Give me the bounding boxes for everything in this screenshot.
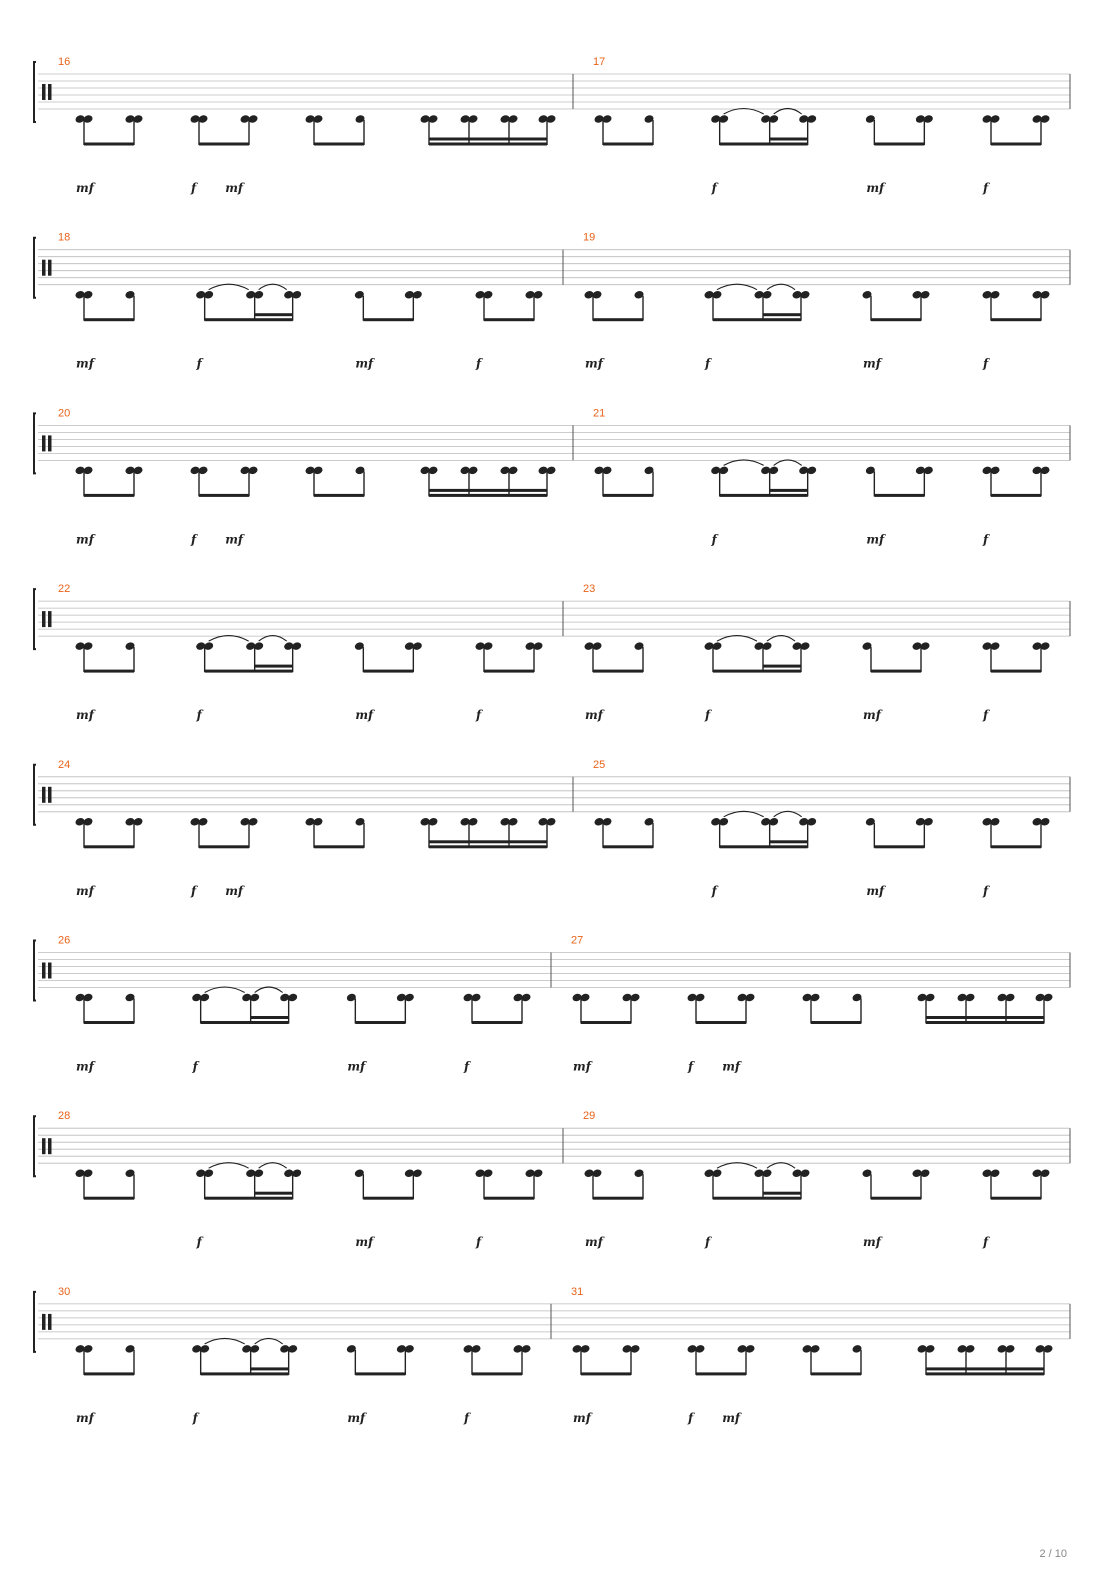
note-group — [801, 1344, 862, 1375]
note-group — [981, 290, 1050, 321]
beam — [314, 143, 364, 146]
note-group — [304, 114, 365, 145]
note-group — [571, 993, 640, 1024]
dynamic-marking: mf — [866, 883, 885, 898]
note-group — [981, 114, 1050, 145]
note-group — [865, 817, 934, 848]
measure — [593, 56, 1051, 195]
dynamic-marking: f — [983, 181, 989, 195]
beam — [991, 494, 1041, 497]
beam — [581, 1021, 631, 1024]
dynamic-marking: mf — [585, 1235, 603, 1250]
dynamic-marking: f — [476, 356, 482, 371]
dynamic-marking: mf — [347, 1410, 366, 1425]
beam-sixteenth — [770, 138, 808, 141]
note-group — [801, 993, 862, 1024]
note-group — [354, 641, 423, 672]
measure-number: 28 — [58, 1110, 71, 1123]
beam-sixteenth — [770, 489, 808, 492]
beam-sixteenth — [926, 1016, 1044, 1019]
measure-number: 20 — [58, 407, 71, 420]
note-group — [686, 1344, 755, 1375]
beam — [991, 143, 1041, 146]
measure-number: 21 — [593, 407, 606, 420]
dynamic-marking: f — [983, 356, 989, 371]
measure-number: 31 — [571, 1285, 584, 1298]
dynamic-marking: f — [191, 883, 197, 898]
beam — [593, 1197, 643, 1200]
measure — [58, 935, 532, 1074]
beam — [363, 670, 413, 673]
beam — [720, 143, 808, 146]
note-group — [861, 641, 930, 672]
beam-sixteenth — [255, 665, 293, 668]
measure-number: 23 — [583, 583, 596, 596]
beam — [713, 1197, 801, 1200]
dynamic-marking: f — [192, 1059, 198, 1074]
dynamic-marking: f — [705, 356, 711, 371]
beam-sixteenth — [926, 1367, 1044, 1370]
beam — [696, 1372, 746, 1375]
note-group — [703, 1163, 810, 1200]
staff-system — [34, 935, 1070, 1074]
beam — [205, 1197, 293, 1200]
dynamic-marking: f — [196, 708, 202, 723]
beam — [991, 1197, 1041, 1200]
note-group — [74, 290, 135, 321]
note-group — [583, 1168, 644, 1199]
dynamic-marking: f — [196, 356, 202, 371]
note-group — [916, 1344, 1053, 1375]
dynamic-marking: mf — [355, 1235, 374, 1250]
note-group — [583, 641, 644, 672]
beam — [581, 1372, 631, 1375]
note-group — [703, 636, 810, 673]
beam-sixteenth — [763, 1192, 801, 1195]
percussion-clef — [42, 435, 46, 451]
dynamic-marking: mf — [722, 1059, 741, 1074]
measure — [58, 1110, 544, 1249]
dynamic-marking: mf — [585, 708, 603, 723]
beam — [603, 845, 653, 848]
beam — [84, 845, 134, 848]
measure — [583, 583, 1051, 722]
beam — [199, 143, 249, 146]
beam — [593, 318, 643, 321]
beam — [593, 670, 643, 673]
measure — [571, 935, 1054, 1074]
note-group — [346, 1344, 415, 1375]
system-bracket — [34, 941, 36, 1001]
beam — [871, 318, 921, 321]
beam-sixteenth — [429, 840, 547, 843]
percussion-clef — [48, 260, 52, 276]
note-group — [74, 1344, 135, 1375]
note-group — [686, 993, 755, 1024]
dynamic-marking: mf — [76, 1059, 94, 1074]
measure — [571, 1286, 1054, 1425]
beam — [603, 494, 653, 497]
note-group — [981, 641, 1050, 672]
beam — [713, 670, 801, 673]
beam — [991, 670, 1041, 673]
beam — [720, 494, 808, 497]
note-group — [74, 1168, 135, 1199]
staff-system — [34, 1110, 1070, 1249]
dynamic-marking: mf — [585, 356, 603, 371]
note-group — [462, 1344, 531, 1375]
dynamic-marking: mf — [573, 1059, 591, 1074]
measure-number: 17 — [593, 56, 606, 68]
note-group — [981, 817, 1050, 848]
beam — [484, 670, 534, 673]
beam — [84, 1021, 134, 1024]
note-group — [195, 636, 302, 673]
dynamic-marking: f — [705, 708, 711, 723]
note-group — [571, 1344, 640, 1375]
dynamic-marking: f — [476, 1235, 482, 1250]
beam — [472, 1021, 522, 1024]
percussion-clef — [48, 611, 52, 627]
dynamic-marking: mf — [355, 356, 374, 371]
dynamic-marking: f — [705, 1235, 711, 1250]
note-group — [462, 993, 531, 1024]
measure-number: 30 — [58, 1285, 71, 1298]
note-group — [593, 817, 654, 848]
percussion-clef — [42, 963, 46, 979]
beam — [871, 1197, 921, 1200]
beam-sixteenth — [763, 665, 801, 668]
system-bracket — [34, 1292, 36, 1352]
note-group — [74, 817, 143, 848]
percussion-clef — [48, 1314, 52, 1330]
beam — [811, 1021, 861, 1024]
dynamic-marking: mf — [355, 708, 374, 723]
dynamic-marking: mf — [76, 708, 94, 723]
dynamic-marking: f — [983, 708, 989, 723]
dynamic-marking: f — [192, 1410, 198, 1425]
beam — [926, 1372, 1044, 1375]
beam — [472, 1372, 522, 1375]
beam — [484, 1197, 534, 1200]
note-group — [74, 993, 135, 1024]
beam — [363, 1197, 413, 1200]
percussion-clef — [48, 1138, 52, 1154]
beam-sixteenth — [255, 1192, 293, 1195]
dynamic-marking: mf — [76, 356, 94, 371]
measure-number: 18 — [58, 231, 71, 244]
dynamic-marking: mf — [76, 1410, 94, 1425]
staff-system — [34, 1286, 1070, 1425]
note-group — [861, 1168, 930, 1199]
dynamic-marking: f — [464, 1410, 470, 1425]
note-group — [474, 641, 543, 672]
dynamic-marking: f — [464, 1059, 470, 1074]
dynamic-marking: mf — [863, 1235, 881, 1250]
beam — [871, 670, 921, 673]
beam — [355, 1372, 405, 1375]
beam-sixteenth — [255, 313, 293, 316]
dynamic-marking: mf — [863, 708, 881, 723]
note-group — [861, 290, 930, 321]
dynamic-marking: f — [191, 181, 197, 195]
beam — [720, 845, 808, 848]
note-group — [710, 811, 817, 848]
dynamic-marking: f — [191, 532, 197, 547]
beam — [696, 1021, 746, 1024]
beam — [314, 845, 364, 848]
beam — [484, 318, 534, 321]
beam — [314, 494, 364, 497]
note-group — [304, 465, 365, 496]
measure — [58, 407, 557, 546]
note-group — [981, 1168, 1050, 1199]
beam — [84, 1197, 134, 1200]
beam — [201, 1372, 289, 1375]
dynamic-marking: f — [476, 708, 482, 723]
measure — [583, 232, 1051, 371]
dynamic-marking: f — [711, 181, 717, 195]
dynamic-marking: mf — [573, 1410, 591, 1425]
note-group — [583, 290, 644, 321]
dynamic-marking: f — [688, 1410, 694, 1425]
percussion-clef — [42, 611, 46, 627]
beam — [874, 845, 924, 848]
beam — [205, 670, 293, 673]
note-group — [865, 465, 934, 496]
measure — [58, 1286, 532, 1425]
note-group — [195, 1163, 302, 1200]
beam — [874, 143, 924, 146]
measure-number: 24 — [58, 758, 71, 771]
system-bracket — [34, 62, 36, 122]
measure-number: 25 — [593, 758, 606, 771]
dynamic-marking: f — [688, 1059, 694, 1074]
staff-system — [34, 759, 1070, 898]
note-group — [346, 993, 415, 1024]
measure-number: 29 — [583, 1110, 596, 1123]
beam-sixteenth — [251, 1367, 289, 1370]
measure — [58, 759, 557, 898]
beam — [84, 670, 134, 673]
system-bracket — [34, 589, 36, 649]
measure — [593, 759, 1051, 898]
beam — [811, 1372, 861, 1375]
note-group — [865, 114, 934, 145]
beam — [84, 1372, 134, 1375]
note-group — [916, 993, 1053, 1024]
beam — [429, 143, 547, 146]
beam — [603, 143, 653, 146]
dynamic-marking: f — [196, 1235, 202, 1250]
percussion-clef — [48, 963, 52, 979]
note-group — [195, 284, 302, 321]
beam-sixteenth — [763, 313, 801, 316]
beam — [429, 845, 547, 848]
dynamic-marking: mf — [225, 532, 244, 547]
beam — [205, 318, 293, 321]
percussion-clef — [42, 84, 46, 100]
note-group — [419, 465, 556, 496]
beam — [201, 1021, 289, 1024]
beam — [199, 494, 249, 497]
note-group — [419, 817, 556, 848]
dynamic-marking: mf — [866, 532, 885, 547]
note-group — [593, 465, 654, 496]
note-group — [304, 817, 365, 848]
percussion-clef — [42, 787, 46, 803]
percussion-clef — [48, 435, 52, 451]
dynamic-marking: mf — [863, 356, 881, 371]
system-bracket — [34, 238, 36, 298]
dynamic-marking: f — [711, 532, 717, 547]
system-bracket — [34, 765, 36, 825]
measure — [58, 232, 544, 371]
measure-number: 16 — [58, 56, 71, 68]
staff-system — [34, 56, 1070, 195]
dynamic-marking: f — [983, 1235, 989, 1250]
measure-number: 27 — [571, 934, 584, 947]
measure — [58, 56, 557, 195]
staff-system — [34, 407, 1070, 546]
staff-system — [34, 232, 1070, 371]
measure-number: 22 — [58, 583, 71, 596]
note-group — [703, 284, 810, 321]
dynamic-marking: f — [711, 883, 717, 898]
percussion-clef — [48, 84, 52, 100]
dynamic-marking: mf — [76, 532, 94, 547]
measure — [593, 407, 1051, 546]
note-group — [354, 290, 423, 321]
beam — [713, 318, 801, 321]
dynamic-marking: mf — [347, 1059, 366, 1074]
note-group — [191, 1338, 298, 1375]
note-group — [74, 114, 143, 145]
note-group — [74, 465, 143, 496]
percussion-clef — [42, 1138, 46, 1154]
dynamic-marking: f — [983, 532, 989, 547]
note-group — [354, 1168, 423, 1199]
dynamic-marking: mf — [225, 883, 244, 898]
beam-sixteenth — [429, 138, 547, 141]
beam-sixteenth — [251, 1016, 289, 1019]
measure-number: 26 — [58, 934, 71, 947]
percussion-clef — [42, 1314, 46, 1330]
staff-system — [34, 583, 1070, 722]
beam — [84, 318, 134, 321]
beam — [84, 143, 134, 146]
measure-number: 19 — [583, 231, 596, 244]
beam — [991, 845, 1041, 848]
note-group — [189, 465, 258, 496]
percussion-clef — [48, 787, 52, 803]
note-group — [74, 641, 135, 672]
note-group — [474, 290, 543, 321]
note-group — [710, 109, 817, 146]
beam — [363, 318, 413, 321]
note-group — [710, 460, 817, 497]
measure — [58, 583, 544, 722]
beam — [991, 318, 1041, 321]
beam-sixteenth — [429, 489, 547, 492]
beam — [874, 494, 924, 497]
beam — [355, 1021, 405, 1024]
dynamic-marking: mf — [722, 1410, 741, 1425]
beam-sixteenth — [770, 840, 808, 843]
dynamic-marking: mf — [866, 181, 885, 195]
note-group — [191, 987, 298, 1024]
percussion-clef — [42, 260, 46, 276]
measure — [583, 1110, 1051, 1249]
beam — [84, 494, 134, 497]
dynamic-marking: mf — [76, 181, 94, 195]
page-number: 2 / 10 — [1039, 1548, 1067, 1560]
beam — [199, 845, 249, 848]
note-group — [981, 465, 1050, 496]
dynamic-marking: mf — [76, 883, 94, 898]
dynamic-marking: f — [983, 883, 989, 898]
dynamic-marking: mf — [225, 181, 244, 195]
note-group — [593, 114, 654, 145]
system-bracket — [34, 413, 36, 473]
note-group — [419, 114, 556, 145]
beam — [926, 1021, 1044, 1024]
note-group — [474, 1168, 543, 1199]
system-bracket — [34, 1116, 36, 1176]
beam — [429, 494, 547, 497]
note-group — [189, 817, 258, 848]
note-group — [189, 114, 258, 145]
